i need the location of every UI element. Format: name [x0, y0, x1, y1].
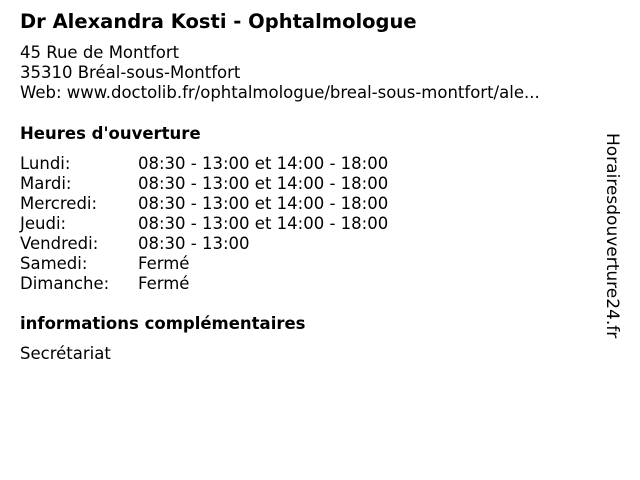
hours-time: 08:30 - 13:00 et 14:00 - 18:00 — [138, 154, 389, 173]
address-city: 35310 Bréal-sous-Montfort — [20, 63, 241, 82]
hours-time: 08:30 - 13:00 et 14:00 - 18:00 — [138, 174, 389, 193]
hours-day: Vendredi: — [20, 234, 99, 253]
hours-time: Fermé — [138, 254, 190, 273]
hours-day: Lundi: — [20, 154, 71, 173]
hours-time: 08:30 - 13:00 et 14:00 - 18:00 — [138, 194, 389, 213]
hours-day: Mardi: — [20, 174, 72, 193]
hours-time: Fermé — [138, 274, 190, 293]
website-link[interactable]: Web: www.doctolib.fr/ophtalmologue/breal-sous-montfort/ale... — [20, 83, 540, 102]
opening-hours-table — [20, 154, 388, 294]
hours-day: Mercredi: — [20, 194, 98, 213]
hours-time: 08:30 - 13:00 — [138, 234, 250, 253]
hours-row-sunday — [20, 274, 388, 294]
additional-info-text: Secrétariat — [20, 344, 111, 363]
hours-row-monday — [20, 154, 388, 174]
opening-hours-heading: Heures d'ouverture — [20, 124, 201, 143]
watermark-text: Horairesdouverture24.fr — [602, 133, 622, 339]
address-block — [20, 43, 540, 103]
hours-time: 08:30 - 13:00 et 14:00 - 18:00 — [138, 214, 389, 233]
hours-day: Jeudi: — [20, 214, 67, 233]
hours-row-friday — [20, 234, 388, 254]
page-title: Dr Alexandra Kosti - Ophtalmologue — [20, 10, 417, 33]
address-street: 45 Rue de Montfort — [20, 43, 180, 62]
hours-day: Samedi: — [20, 254, 88, 273]
hours-row-tuesday — [20, 174, 388, 194]
hours-row-saturday — [20, 254, 388, 274]
additional-info-heading: informations complémentaires — [20, 314, 306, 333]
hours-day: Dimanche: — [20, 274, 110, 293]
hours-row-wednesday — [20, 194, 388, 214]
hours-row-thursday — [20, 214, 388, 234]
